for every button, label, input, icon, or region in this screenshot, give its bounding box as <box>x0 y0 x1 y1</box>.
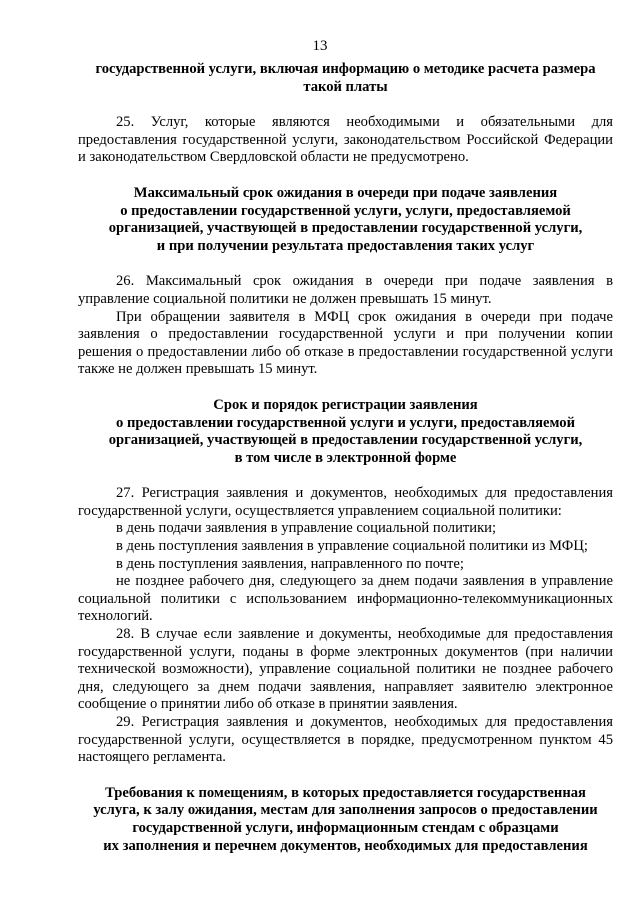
section-heading-wait-time <box>78 185 613 255</box>
heading-line: в том числе в электронной форме <box>234 449 457 466</box>
section-heading-registration <box>78 397 613 467</box>
paragraph-29: 29. Регистрация заявления и документов, необходимых для предоставления государственной услуги, осуществляется в порядке, предусмотренном пунктом 45 настоящего регламента. <box>78 714 613 766</box>
heading-line: организацией, участвующей в предоставлении государственной услуги, <box>108 220 583 237</box>
heading-line: о предоставлении государственной услуги и услуги, предоставляемой <box>116 414 575 431</box>
document-body <box>78 61 613 855</box>
heading-line: их заполнения и перечнем документов, необходимых для предоставления <box>103 837 588 854</box>
heading-line: такой платы <box>303 78 388 95</box>
heading-line: и при получении результата предоставления таких услуг <box>156 237 535 254</box>
list-item: в день поступления заявления, направленного по почте; <box>116 555 464 572</box>
paragraph-28: 28. В случае если заявление и документы, необходимые для предоставления государственной услуги, поданы в форме электронных документов (при наличии технической возможности), управление социальной политики не позднее рабочего дня, следующего за днем подачи заявления, направляет заявителю электронное сообщение о принятии либо об отказе в принятии заявления. <box>78 626 613 713</box>
heading-line: Срок и порядок регистрации заявления <box>213 396 478 413</box>
heading-line: о предоставлении государственной услуги, услуги, предоставляемой <box>120 202 571 219</box>
page-number: 13 <box>312 38 328 54</box>
heading-line: государственной услуги, включая информацию о методике расчета размера <box>95 61 596 77</box>
heading-line: услуга, к залу ожидания, местам для заполнения запросов о предоставлении <box>93 802 598 819</box>
section-heading-premises <box>78 785 613 855</box>
paragraph-26-mfc: При обращении заявителя в МФЦ срок ожидания в очереди при подаче заявления о предоставлении государственной услуги и при получении копии решения о предоставлении либо об отказе в предоставлении государственной услуги также не должен превышать 15 минут. <box>78 308 613 378</box>
list-item: в день поступления заявления в управление социальной политики из МФЦ; <box>116 538 588 555</box>
section-heading-fee-continuation <box>78 61 613 96</box>
heading-line: Требования к помещениям, в которых предоставляется государственная <box>105 784 586 801</box>
heading-line: организацией, участвующей в предоставлении государственной услуги, <box>108 432 583 449</box>
paragraph-26: 26. Максимальный срок ожидания в очереди при подаче заявления в управление социальной политики не должен превышать 15 минут. <box>78 273 613 307</box>
paragraph-27: 27. Регистрация заявления и документов, необходимых для предоставления государственной услуги, осуществляется управлением социальной политики: <box>78 485 613 519</box>
paragraph-25: 25. Услуг, которые являются необходимыми и обязательными для предоставления государственной услуги, законодательством Российской Федерации и законодательством Свердловской области не предусмотрено. <box>78 114 613 166</box>
heading-line: государственной услуги, информационным стендам с образцами <box>132 819 559 836</box>
heading-line: Максимальный срок ожидания в очереди при подаче заявления <box>133 184 558 201</box>
list-item: не позднее рабочего дня, следующего за днем подачи заявления в управление социальной политики с использованием информационно-телекоммуникационных технологий. <box>78 573 613 625</box>
list-item: в день подачи заявления в управление социальной политики; <box>116 520 497 537</box>
